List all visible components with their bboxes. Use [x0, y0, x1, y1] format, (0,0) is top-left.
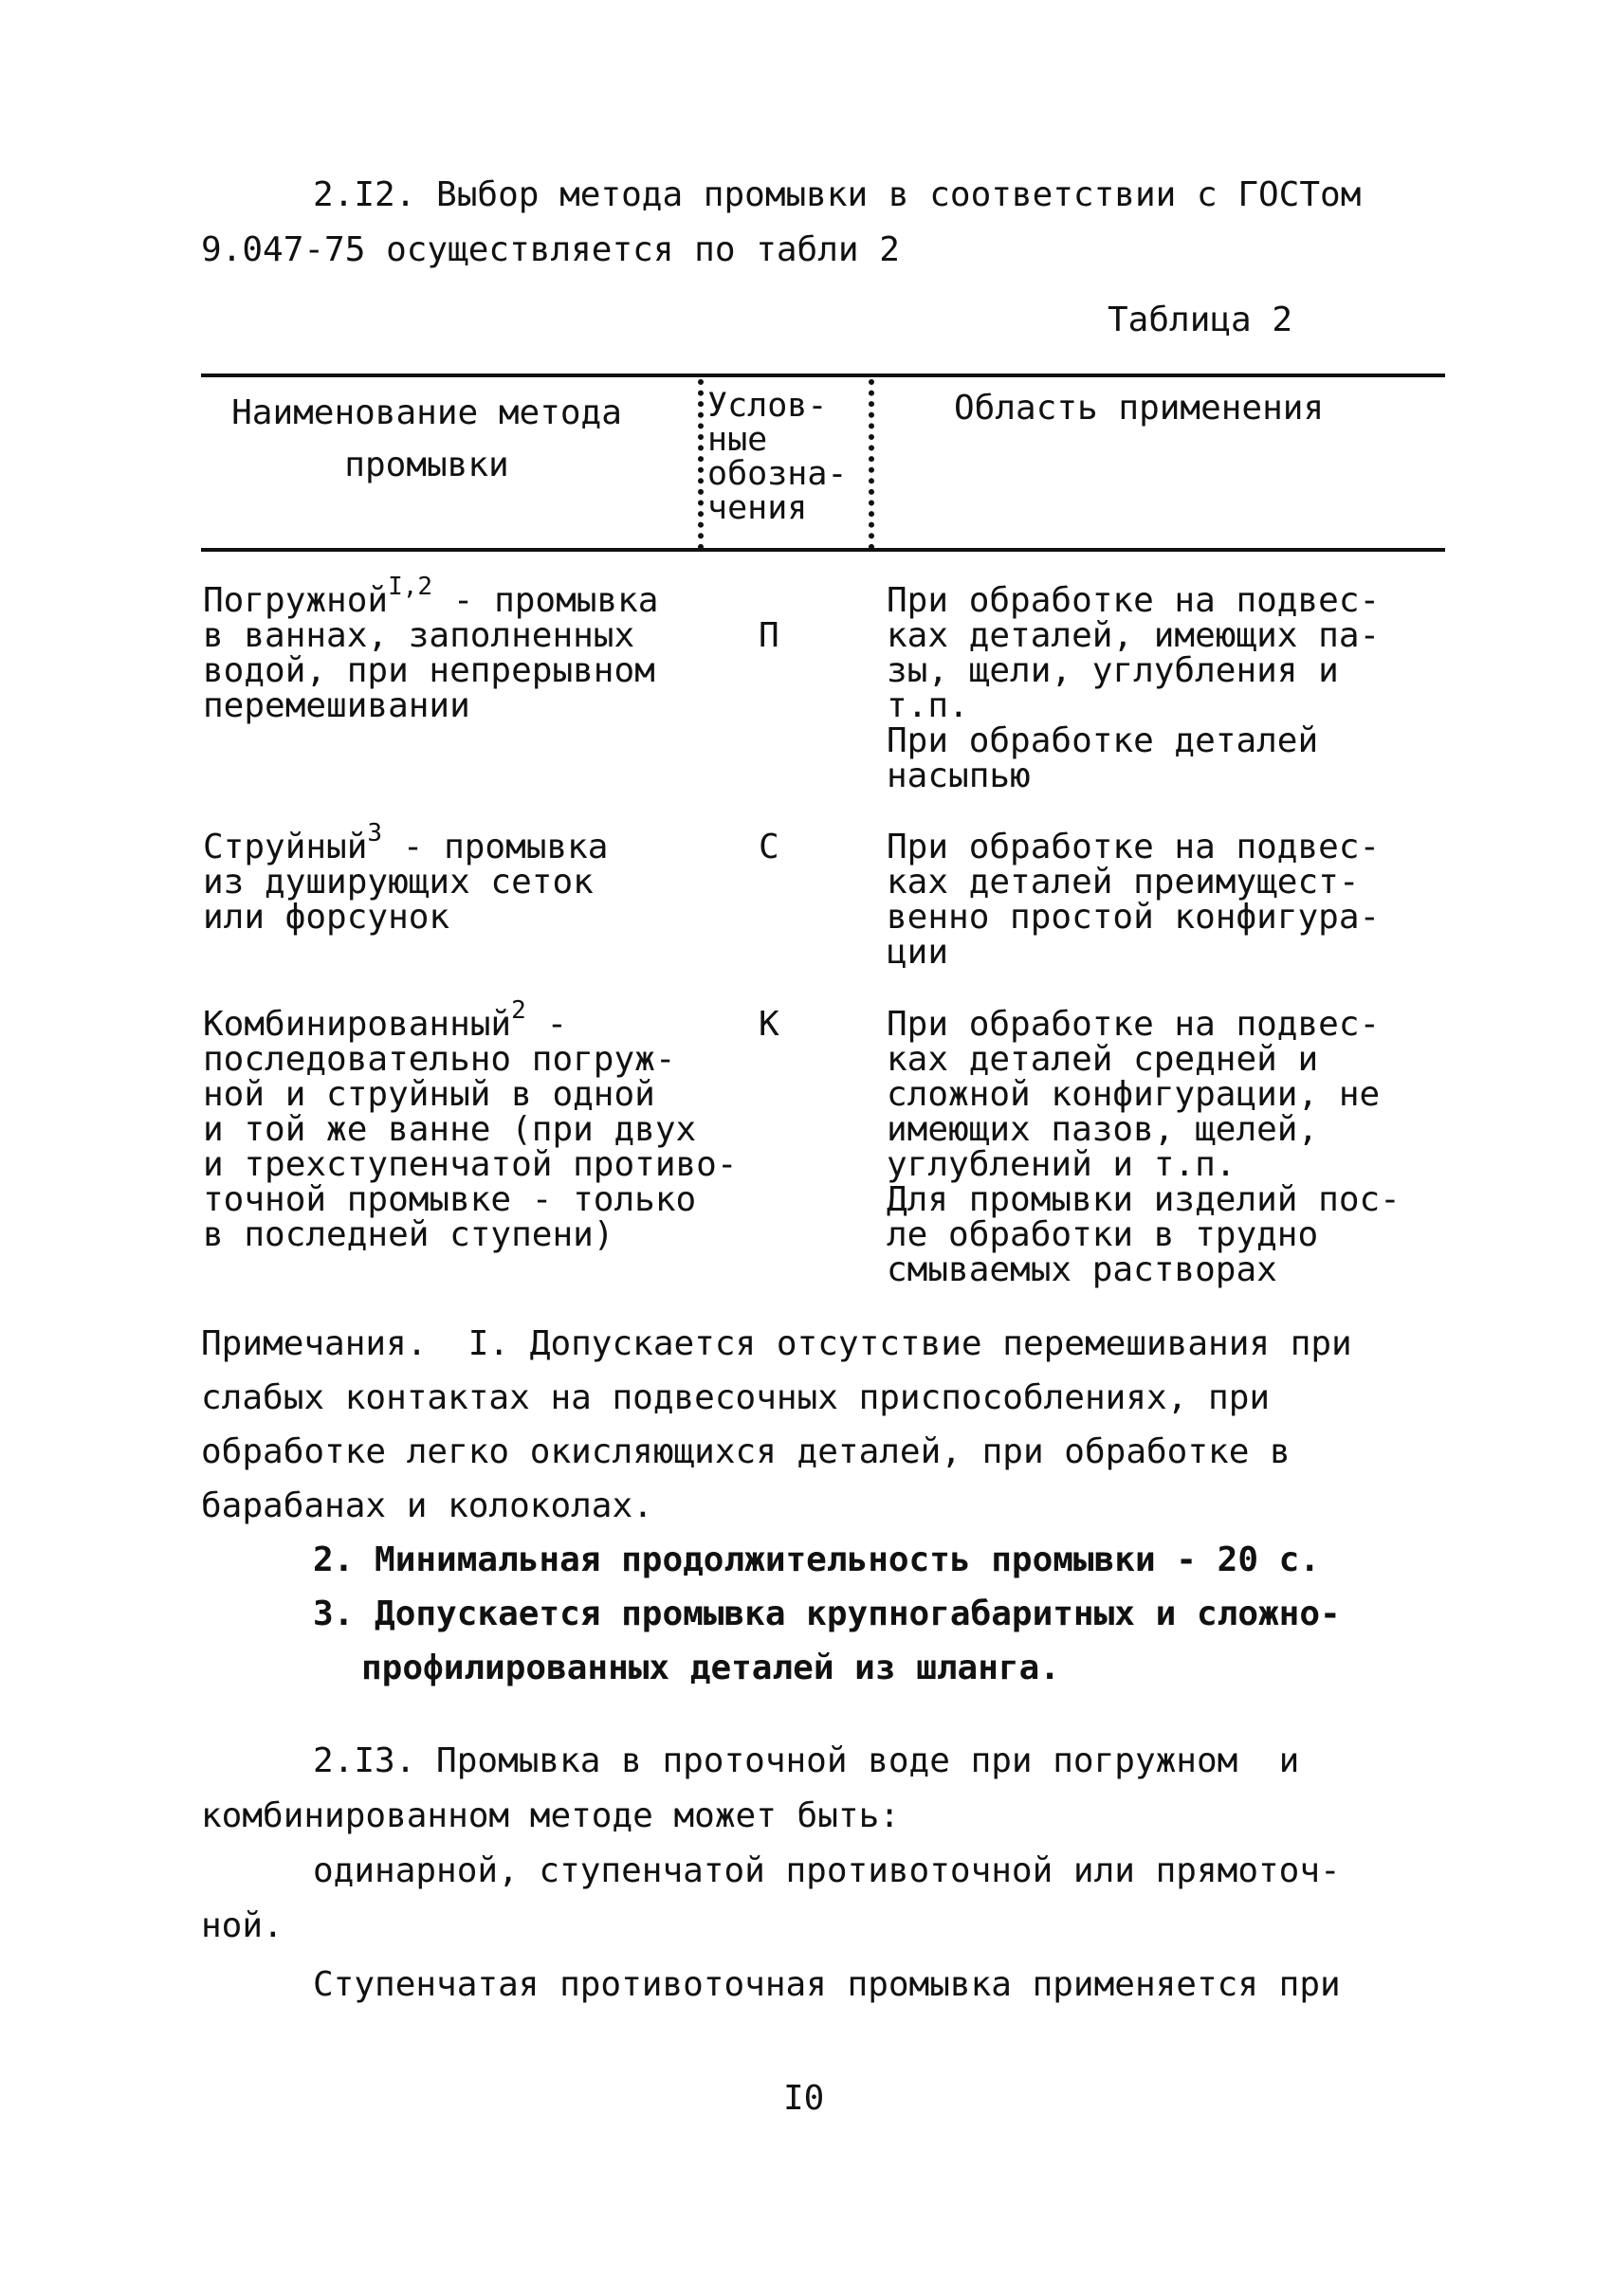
row1-method: Погружной$^{I,2}$ - промывка — [203, 573, 659, 620]
row3-scope-line-3: сложной конфигурации, не — [887, 1075, 1381, 1114]
notes-line-3: обработке легко окисляющихся деталей, при обработке в — [201, 1432, 1291, 1471]
row3-scope-line-2: ках деталей средней и — [887, 1040, 1319, 1079]
row3-scope-line-7: ле обработки в трудно — [887, 1215, 1319, 1254]
note-2: 2. Минимальная продолжительность промывки - 20 с. — [313, 1540, 1321, 1579]
row3-scope-line-5: углублений и т.п. — [887, 1145, 1236, 1184]
row2-scope-line-4: ции — [887, 933, 949, 972]
header-code-line-3: обозна- — [707, 455, 848, 493]
row2-method: Струйный$^3$ - промывка — [203, 819, 609, 866]
row3-method-line-5: и трехступенчатой противо- — [203, 1145, 738, 1184]
header-code-line-4: чения — [707, 489, 808, 527]
row3-method-line-2: последовательно погруж- — [203, 1040, 676, 1079]
section-213-line-5: Ступенчатая противоточная промывка применяется при — [313, 1965, 1341, 2004]
section-213-line-1: 2.I3. Промывка в проточной воде при погружном и — [313, 1741, 1300, 1780]
row1-scope-line-6: насыпью — [887, 756, 1031, 795]
page-number: I0 — [783, 2079, 825, 2118]
row2-scope-line-2: ках деталей преимущест- — [887, 863, 1360, 902]
note-3-line-2: профилированных деталей из шланга. — [361, 1649, 1060, 1687]
row2-method-line-3: или форсунок — [203, 898, 450, 937]
section-213-line-4: ной. — [201, 1906, 284, 1945]
row3-code: К — [759, 1005, 779, 1044]
row2-method-line-2: из душирующих сеток — [203, 863, 594, 902]
row2-code: С — [759, 828, 779, 866]
row3-scope-line-1: При обработке на подвес- — [887, 1005, 1381, 1044]
row3-scope-line-6: Для промывки изделий пос- — [887, 1180, 1401, 1219]
row3-method-line-7: в последней ступени) — [203, 1215, 614, 1254]
header-divider-right — [869, 379, 880, 550]
section-213-line-2: комбинированном методе может быть: — [201, 1796, 900, 1835]
table-top-rule — [201, 374, 1445, 377]
row1-method-line-4: перемешивании — [203, 686, 470, 725]
table-label: Таблица 2 — [1108, 301, 1293, 339]
row1-scope-line-1: При обработке на подвес- — [887, 581, 1381, 620]
row2-scope-line-1: При обработке на подвес- — [887, 828, 1381, 866]
header-method: Наименование метода промывки — [231, 393, 622, 484]
row1-code: П — [759, 616, 779, 655]
notes-line-4: барабанах и колоколах. — [201, 1486, 653, 1525]
intro-line-2: 9.047-75 осуществляется по табли 2 — [201, 230, 900, 269]
header-code-line-1: Услов- — [707, 387, 828, 425]
row3-method-line-6: точной промывке - только — [203, 1180, 697, 1219]
row3-scope-line-8: смываемых растворах — [887, 1250, 1277, 1289]
note-3-line-1: 3. Допускается промывка крупногабаритных и сложно- — [313, 1594, 1341, 1633]
row1-scope-line-5: При обработке деталей — [887, 721, 1319, 760]
row1-method-line-3: водой, при непрерывном — [203, 651, 655, 690]
notes-line-1: Примечания. I. Допускается отсутствие перемешивания при — [201, 1324, 1352, 1363]
row1-scope-line-2: ках деталей, имеющих па- — [887, 616, 1381, 655]
table-header-rule — [201, 548, 1445, 552]
row3-method: Комбинированный$^2$ - — [203, 996, 568, 1044]
intro-line-1: 2.I2. Выбор метода промывки в соответствии с ГОСТом — [313, 175, 1362, 214]
header-scope: Область применения — [954, 389, 1325, 428]
row1-method-line-2: в ваннах, заполненных — [203, 616, 635, 655]
row2-scope-line-3: венно простой конфигура- — [887, 898, 1381, 937]
row1-scope-line-3: зы, щели, углубления и — [887, 651, 1339, 690]
row3-scope-line-4: имеющих пазов, щелей, — [887, 1110, 1319, 1149]
header-code — [707, 389, 848, 525]
row1-scope-line-4: т.п. — [887, 686, 969, 725]
notes-line-2: слабых контактах на подвесочных приспособлениях, при — [201, 1378, 1271, 1417]
row3-method-line-3: ной и струйный в одной — [203, 1075, 655, 1114]
header-code-line-2: ные — [707, 421, 768, 459]
row3-method-line-4: и той же ванне (при двух — [203, 1110, 697, 1149]
section-213-line-3: одинарной, ступенчатой противоточной или прямоточ- — [313, 1851, 1341, 1890]
